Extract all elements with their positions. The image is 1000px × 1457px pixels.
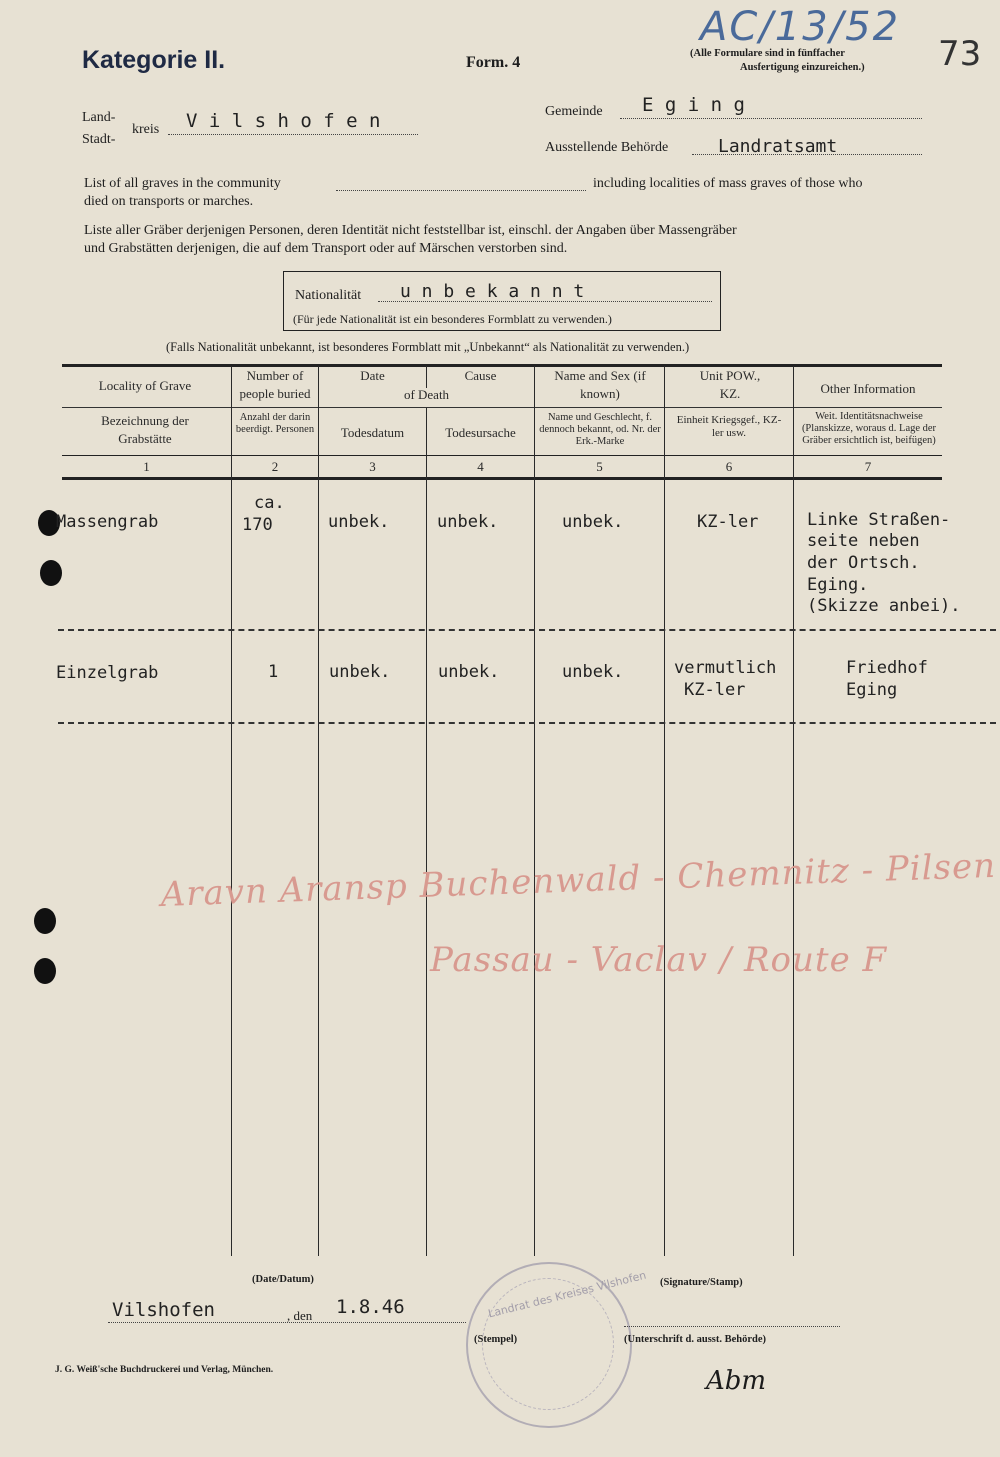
authority-value: Landratsamt — [718, 136, 838, 157]
intro-de-2: und Grabstätten derjenigen, die auf dem Transport oder auf Märschen verstorben sind. — [84, 241, 568, 256]
row1-info-2: seite neben — [807, 531, 920, 551]
category-title: Kategorie II. — [82, 46, 226, 74]
col34-head-of-death: of Death — [403, 387, 450, 402]
row1-info-3: der Ortsch. — [807, 553, 920, 573]
punch-hole-4 — [34, 958, 56, 984]
col1-num: 1 — [143, 459, 150, 474]
label-stadt: Stadt- — [82, 132, 116, 147]
row2-divider — [58, 722, 996, 724]
gemeinde-value: E g i n g — [642, 94, 745, 116]
col-rule-2 — [318, 366, 319, 1256]
col4-head-en: Cause — [464, 368, 497, 383]
header-bottom-rule — [62, 455, 942, 456]
row1-date: unbek. — [328, 512, 390, 532]
col6-head-en: Unit POW., KZ. — [699, 368, 761, 401]
col4-num: 4 — [477, 459, 484, 474]
label-gemeinde: Gemeinde — [545, 104, 603, 119]
gemeinde-line — [620, 118, 922, 119]
punch-hole-2 — [40, 560, 62, 586]
stamp-label: (Stempel) — [474, 1334, 518, 1345]
nationality-label: Nationalität — [295, 288, 362, 303]
row1-info-4: Eging. — [807, 575, 869, 595]
nationality-note: (Für jede Nationalität ist ein besonderes Formblatt zu verwenden.) — [293, 312, 612, 326]
body-top-rule — [62, 477, 942, 480]
intro-en-line — [336, 190, 586, 191]
intro-en-2: died on transports or marches. — [84, 194, 254, 209]
official-stamp — [466, 1262, 648, 1428]
stamp-text: Landrat des Kreises Vilshofen — [486, 1268, 648, 1321]
col2-num: 2 — [271, 459, 279, 474]
col7-head-en: Other Information — [820, 381, 916, 396]
label-kreis: kreis — [132, 122, 160, 137]
col1-head-de: Bezeichnung der Grabstätte — [101, 413, 189, 446]
col-rule-5 — [664, 366, 665, 1256]
col1-head-en: Locality of Grave — [98, 378, 192, 393]
row2-name: unbek. — [562, 662, 624, 682]
den-label: , den — [287, 1308, 313, 1323]
col6-num: 6 — [725, 459, 733, 474]
district-line — [168, 134, 418, 135]
row2-unit-1: vermutlich — [674, 658, 777, 678]
row1-info-5: (Skizze anbei). — [807, 596, 961, 616]
signature: Abm — [706, 1366, 767, 1396]
col2-head-de: Anzahl der darin beerdigt. Personen — [235, 412, 315, 436]
col-rule-4 — [534, 366, 535, 1256]
row1-count-2: 170 — [242, 515, 273, 535]
label-authority: Ausstellende Behörde — [545, 140, 669, 155]
col4-head-de: Todesursache — [445, 425, 516, 440]
col5-head-de: Name und Geschlecht, f. dennoch bekannt, od. Nr. der Erk.-Marke — [539, 412, 661, 448]
row1-divider — [58, 629, 996, 631]
punch-hole-3 — [34, 908, 56, 934]
archive-mark: AC/13/52 — [700, 4, 901, 50]
date-line — [108, 1322, 466, 1323]
col7-num: 7 — [864, 459, 872, 474]
label-land: Land- — [82, 110, 116, 125]
row2-count: 1 — [268, 662, 279, 682]
row2-locality: Einzelgrab — [56, 663, 159, 683]
nationality-value: u n b e k a n n t — [400, 281, 585, 302]
row1-info-1: Linke Straßen- — [807, 510, 951, 530]
pencil-annotation-1: Aravn Aransp Buchenwald - Chemnitz - Pilsen — [160, 845, 997, 915]
row1-count-1: ca. — [254, 493, 285, 513]
intro-de-1: Liste aller Gräber derjenigen Personen, deren Identität nicht feststellbar ist, einschl. der Angaben über Massengräber — [84, 223, 737, 238]
col-rule-1 — [231, 366, 232, 1256]
authority-signature-label: (Unterschrift d. ausst. Behörde) — [624, 1334, 767, 1345]
place-value: Vilshofen — [112, 1299, 215, 1321]
col3-head-en: Date — [360, 368, 385, 383]
intro-en-1b: including localities of mass graves of those who — [593, 176, 863, 191]
row1-locality: Massengrab — [56, 512, 159, 532]
col3-head-de: Todesdatum — [340, 425, 405, 440]
form-number: Form. 4 — [466, 54, 521, 71]
row2-cause: unbek. — [438, 662, 500, 682]
row1-unit: KZ-ler — [697, 512, 759, 532]
col5-num: 5 — [596, 459, 603, 474]
col5-head-en: Name and Sex (if known) — [554, 368, 646, 401]
col2-head-en: Number of people buried — [239, 368, 311, 401]
intro-en-1a: List of all graves in the community — [84, 176, 281, 191]
signature-line — [624, 1326, 840, 1327]
date-value: 1.8.46 — [336, 1296, 405, 1318]
col6-head-de: Einheit Kriegsgef., KZ-ler usw. — [676, 414, 782, 439]
unknown-note: (Falls Nationalität unbekannt, ist besonderes Formblatt mit „Unbekannt“ als Nationalität zu verwenden.) — [166, 340, 690, 354]
row1-name: unbek. — [562, 512, 624, 532]
district-value: V i l s h o f e n — [186, 110, 381, 132]
signature-label: (Signature/Stamp) — [660, 1277, 743, 1288]
col7-head-de: Weit. Identitätsnachweise (Planskizze, woraus d. Lage der Gräber ersichtlich ist, beifügen) — [801, 411, 937, 447]
page-number: 73 — [938, 34, 982, 74]
col3-num: 3 — [369, 459, 376, 474]
col-rule-3b — [426, 408, 427, 1256]
row2-unit-2: KZ-ler — [684, 680, 746, 700]
row2-info-1: Friedhof — [846, 658, 928, 678]
header-divider — [62, 407, 942, 408]
row1-cause: unbek. — [437, 512, 499, 532]
printer-imprint: J. G. Weiß'sche Buchdruckerei und Verlag, München. — [55, 1365, 274, 1375]
row2-info-2: Eging — [846, 680, 898, 700]
copies-note-2: Ausfertigung einzureichen.) — [740, 62, 865, 73]
col-rule-6 — [793, 366, 794, 1256]
pencil-annotation-2: Passau - Vaclav / Route F — [430, 940, 888, 980]
date-label: (Date/Datum) — [252, 1274, 314, 1285]
row2-date: unbek. — [329, 662, 391, 682]
copies-note-1: (Alle Formulare sind in fünffacher — [690, 48, 845, 59]
